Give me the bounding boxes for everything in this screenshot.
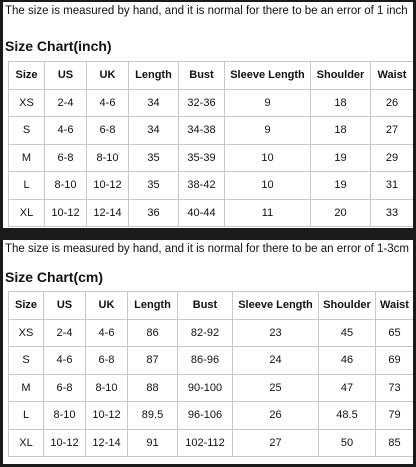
table-row (9, 117, 414, 145)
table-cell: S (9, 117, 45, 145)
table-cell: 87 (128, 347, 178, 375)
table-cell: S (9, 347, 44, 375)
cm-size-table (8, 291, 413, 457)
table-row (9, 199, 414, 227)
table-cell: 6-8 (86, 347, 128, 375)
header-cell: UK (86, 292, 128, 320)
inch-size-table (8, 61, 413, 227)
table-cell: M (9, 144, 45, 172)
table-row (9, 172, 414, 200)
table-cell: 35 (129, 144, 179, 172)
header-cell: Size (9, 62, 45, 90)
table-cell: 85 (376, 429, 414, 457)
table-row (9, 402, 414, 430)
table-cell: L (9, 402, 44, 430)
header-cell: UK (87, 62, 129, 90)
table-cell: 79 (376, 402, 414, 430)
table-cell: 89.5 (128, 402, 178, 430)
table-cell: 29 (371, 144, 414, 172)
table-cell: 86 (128, 319, 178, 347)
table-row (9, 89, 414, 117)
table-cell: 50 (319, 429, 376, 457)
table-row (9, 144, 414, 172)
table-cell: 34-38 (179, 117, 225, 145)
cm-measurement-note: The size is measured by hand, and it is normal for there to be an error of 1-3cm (5, 243, 409, 255)
header-cell: Shoulder (319, 292, 376, 320)
table-cell: 25 (233, 374, 319, 402)
table-cell: 4-6 (45, 117, 87, 145)
table-header-row (9, 62, 414, 90)
inch-size-chart-panel (3, 2, 413, 228)
header-cell: Bust (178, 292, 233, 320)
table-cell: 27 (233, 429, 319, 457)
table-row (9, 347, 414, 375)
table-cell: 4-6 (44, 347, 86, 375)
table-cell: 31 (371, 172, 414, 200)
table-cell: 33 (371, 199, 414, 227)
table-header-row (9, 292, 414, 320)
table-cell: 8-10 (86, 374, 128, 402)
table-cell: 65 (376, 319, 414, 347)
table-cell: 90-100 (178, 374, 233, 402)
header-cell: Waist (376, 292, 414, 320)
table-cell: 35-39 (179, 144, 225, 172)
header-cell: US (44, 292, 86, 320)
cm-chart-title: Size Chart(cm) (5, 269, 104, 285)
table-cell: 96-106 (178, 402, 233, 430)
header-cell: Sleeve Length (225, 62, 311, 90)
table-cell: 20 (311, 199, 371, 227)
table-cell: 18 (311, 89, 371, 117)
table-cell: 26 (371, 89, 414, 117)
table-cell: 102-112 (178, 429, 233, 457)
table-cell: 19 (311, 144, 371, 172)
cm-size-chart-panel (3, 240, 413, 464)
table-cell: 4-6 (87, 89, 129, 117)
table-cell: 34 (129, 117, 179, 145)
table-cell: 2-4 (45, 89, 87, 117)
table-cell: 18 (311, 117, 371, 145)
table-cell: 9 (225, 89, 311, 117)
table-cell: XS (9, 319, 44, 347)
table-cell: 36 (129, 199, 179, 227)
table-cell: 10-12 (44, 429, 86, 457)
table-row (9, 319, 414, 347)
table-cell: 6-8 (87, 117, 129, 145)
table-cell: 10-12 (87, 172, 129, 200)
table-cell: 19 (311, 172, 371, 200)
table-cell: M (9, 374, 44, 402)
table-cell: 32-36 (179, 89, 225, 117)
header-cell: Shoulder (311, 62, 371, 90)
table-cell: 6-8 (45, 144, 87, 172)
table-cell: 4-6 (86, 319, 128, 347)
table-cell: 82-92 (178, 319, 233, 347)
inch-measurement-note: The size is measured by hand, and it is normal for there to be an error of 1 inch (5, 5, 408, 17)
table-cell: 8-10 (44, 402, 86, 430)
table-cell: 48.5 (319, 402, 376, 430)
table-cell: 91 (128, 429, 178, 457)
table-cell: 10-12 (86, 402, 128, 430)
table-cell: 6-8 (44, 374, 86, 402)
table-cell: 8-10 (45, 172, 87, 200)
table-cell: 11 (225, 199, 311, 227)
table-cell: 10 (225, 172, 311, 200)
table-row (9, 429, 414, 457)
header-cell: Length (129, 62, 179, 90)
header-cell: US (45, 62, 87, 90)
table-cell: 35 (129, 172, 179, 200)
header-cell: Size (9, 292, 44, 320)
table-cell: 2-4 (44, 319, 86, 347)
table-cell: 12-14 (87, 199, 129, 227)
table-cell: 47 (319, 374, 376, 402)
table-cell: 10-12 (45, 199, 87, 227)
table-cell: 23 (233, 319, 319, 347)
table-cell: 38-42 (179, 172, 225, 200)
table-cell: 73 (376, 374, 414, 402)
table-cell: 34 (129, 89, 179, 117)
table-cell: 86-96 (178, 347, 233, 375)
table-cell: 88 (128, 374, 178, 402)
table-cell: 8-10 (87, 144, 129, 172)
table-cell: 27 (371, 117, 414, 145)
header-cell: Length (128, 292, 178, 320)
header-cell: Bust (179, 62, 225, 90)
table-cell: 40-44 (179, 199, 225, 227)
table-cell: 69 (376, 347, 414, 375)
table-cell: XL (9, 199, 45, 227)
table-cell: 9 (225, 117, 311, 145)
inch-chart-title: Size Chart(inch) (5, 38, 112, 54)
table-cell: 26 (233, 402, 319, 430)
table-cell: 45 (319, 319, 376, 347)
table-row (9, 374, 414, 402)
table-cell: XL (9, 429, 44, 457)
table-cell: L (9, 172, 45, 200)
table-cell: 10 (225, 144, 311, 172)
table-cell: XS (9, 89, 45, 117)
header-cell: Sleeve Length (233, 292, 319, 320)
header-cell: Waist (371, 62, 414, 90)
table-cell: 24 (233, 347, 319, 375)
table-cell: 46 (319, 347, 376, 375)
table-cell: 12-14 (86, 429, 128, 457)
